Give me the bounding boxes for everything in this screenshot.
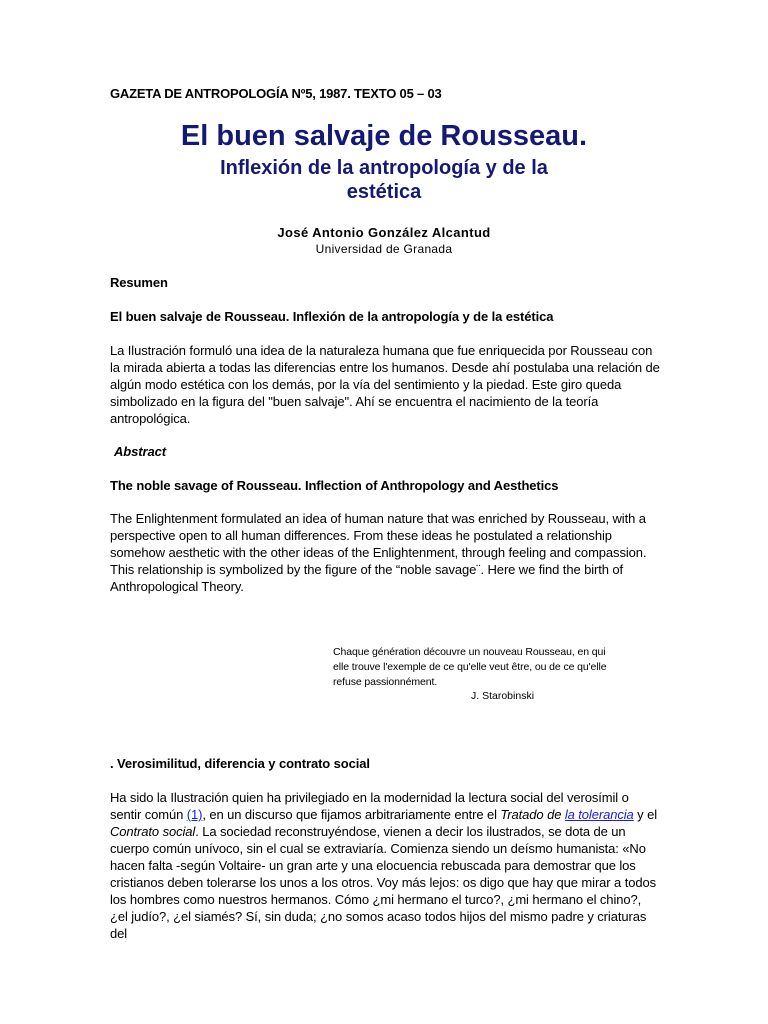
paragraph-text: Ha sido la Ilustración quien ha privilegiado en la modernidad la lectura social del verosímil o sentir común [110,790,629,822]
epigraph-author: J. Starobinski [471,690,535,702]
footnote-link-1[interactable]: (1) [186,807,203,822]
author-name: José Antonio González Alcantud [277,225,491,240]
abstract-body: The Enlightenment formulated an idea of human nature that was enriched by Rousseau, with a perspective open to all human differences. From these ideas he postulated a relationship somehow aesthetic with the other ideas of the Enlightenment, through feeling and compassion. This relationship is symbolized by the figure of the “noble savage¨. Here we find the birth of Anthropological Theory. [110,511,647,594]
abstract-heading: Abstract [114,444,166,459]
epigraph-quote: Chaque génération découvre un nouveau Rousseau, en qui elle trouve l'exemple de ce qu'elle veut être, ou de ce qu'elle refuse passionnément. [333,646,607,688]
author-affiliation: Universidad de Granada [315,242,453,256]
section-heading: . Verosimilitud, diferencia y contrato social [110,756,370,771]
tolerancia-link[interactable]: la tolerancia [564,807,634,822]
paragraph-text: . La sociedad reconstruyéndose, vienen a decir los ilustrados, se dota de un cuerpo común unívoco, sin el cual se extraviaría. Comienza siendo un deísmo humanista: «No hacen falta -según Voltaire- un gran arte y una elocuencia rebuscada para demostrar que los cristianos deben tolerarse los unos a los otros. Voy más lejos: os digo que hay que mirar a todos los hombres como nuestros hermanos. Cómo ¿mi hermano el turco?, ¿mi hermano el chino?, ¿el judío?, ¿el siamés? Sí, sin duda; ¿no somos acaso todos hijos del mismo padre y criaturas del [110,824,656,941]
article-title: El buen salvaje de Rousseau. [180,120,588,152]
paragraph-text: y el [633,807,657,822]
journal-header: GAZETA DE ANTROPOLOGÍA Nº5, 1987. TEXTO 05 – 03 [110,86,442,101]
resumen-heading: Resumen [110,275,168,290]
section-paragraph [110,789,662,942]
abstract-subheading: The noble savage of Rousseau. Inflection of Anthropology and Aesthetics [110,478,559,493]
resumen-subheading: El buen salvaje de Rousseau. Inflexión de la antropología y de la estética [110,309,554,324]
italic-text: Tratado de [500,807,565,822]
italic-text: Contrato social [110,824,196,839]
resumen-body: La Ilustración formuló una idea de la naturaleza humana que fue enriquecida por Rousseau con la mirada abierta a todas las diferencias entre los humanos. Desde ahí postulaba una relación de algún modo estética con los demás, por la vía del sentimiento y la piedad. Este giro queda simbolizado en la figura del "buen salvaje". Ahí se encuentra el nacimiento de la teoría antropológica. [110,343,660,426]
article-subtitle: Inflexión de la antropología y de la estética [220,157,548,203]
paragraph-text: , en un discurso que fijamos arbitrariamente entre el [202,807,501,822]
